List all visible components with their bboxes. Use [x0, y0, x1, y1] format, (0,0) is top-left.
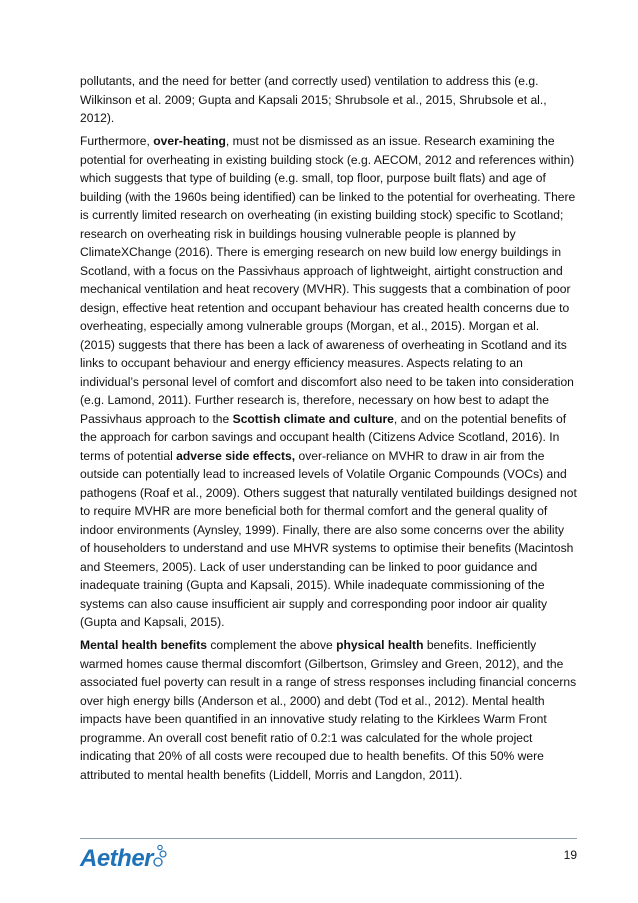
bold-phrase: adverse side effects,	[176, 448, 296, 463]
text-run: complement the above	[207, 638, 337, 652]
text-run: benefits. Inefficiently warmed homes cause thermal discomfort (Gilbertson, Grimsley and Green, 2012), and the associated fuel poverty can result in a range of stress responses including financial concerns over high energy bills (Anderson et al., 2000) and debt (Tod et al., 2012). Mental health impacts have been quantified in an innovative study relating to the Kirklees Warm Front programme. An overall cost benefit ratio of 0.2:1 was calculated for the whole project indicating that 20% of all costs were recouped due to health benefits. Of this 50% were attributed to mental health benefits (Liddell, Morris and Langdon, 2011).	[80, 638, 577, 782]
paragraph	[80, 636, 577, 784]
bold-phrase: Scottish climate and culture	[232, 411, 394, 426]
document-body	[80, 72, 577, 789]
bold-phrase: physical health	[336, 638, 424, 652]
bold-phrase: over-heating	[153, 134, 226, 148]
aether-logo	[80, 843, 169, 875]
page-number: 19	[563, 848, 577, 862]
paragraph	[80, 72, 577, 128]
footer-divider	[80, 838, 577, 839]
text-run: , must not be dismissed as an issue. Research examining the potential for overheating in existing building stock (e.g. AECOM, 2012 and references within) which suggests that type of building (e.g. small, top floor, purpose built flats) and age of building (with the 1960s being identified) can be linked to the potential for overheating. There is currently limited research on overheating (in existing building stock) specific to Scotland; research on overheating risk in buildings housing vulnerable people is planned by ClimateXChange (2016). There is emerging research on new build low energy buildings in Scotland, with a focus on the Passivhaus approach of lightweight, airtight construction and mechanical ventilation and heat recovery (MVHR). This suggests that a combination of poor design, effective heat retention and occupant behaviour has created health concerns due to overheating, especially among vulnerable groups (Morgan, et al., 2015). Morgan et al. (2015) suggests that there has been a lack of awareness of overheating in Scotland and its links to occupant behaviour and energy efficiency measures. Aspects relating to an individual’s personal level of comfort and discomfort also need to be taken into consideration (e.g. Lamond, 2011). Further research is, therefore, necessary on how best to adapt the Passivhaus approach to the	[80, 134, 576, 426]
text-run: pollutants, and the need for better (and correctly used) ventilation to address this (e.g. Wilkinson et al. 2009; Gupta and Kapsali 2015; Shrubsole et al., 2015, Shrubsole et al., 2012).	[80, 74, 547, 125]
logo-text: Aether	[80, 845, 154, 872]
bubbles-icon	[153, 842, 169, 870]
bold-phrase: Mental health benefits	[80, 638, 208, 652]
text-run: over-reliance on MVHR to draw in air from the outside can potentially lead to increased levels of Volatile Organic Compounds (VOCs) and pathogens (Roaf et al., 2009). Others suggest that naturally ventilated buildings designed not to require MVHR are more beneficial both for thermal comfort and the general quality of indoor environments (Aynsley, 1999). Finally, there are also some concerns over the ability of householders to understand and use MHVR systems to optimise their benefits (Macintosh and Steemers, 2005). Lack of user understanding can be linked to poor guidance and inadequate training (Gupta and Kapsali, 2015). While inadequate commissioning of the systems can also cause insufficient air supply and corresponding poor indoor air quality (Gupta and Kapsali, 2015).	[80, 448, 577, 629]
text-run: , and on the potential benefits of the approach for carbon savings and occupant health (Citizens Advice Scotland, 2016). In terms of potential	[80, 411, 567, 463]
text-run: Furthermore,	[80, 134, 154, 148]
paragraph	[80, 132, 577, 632]
